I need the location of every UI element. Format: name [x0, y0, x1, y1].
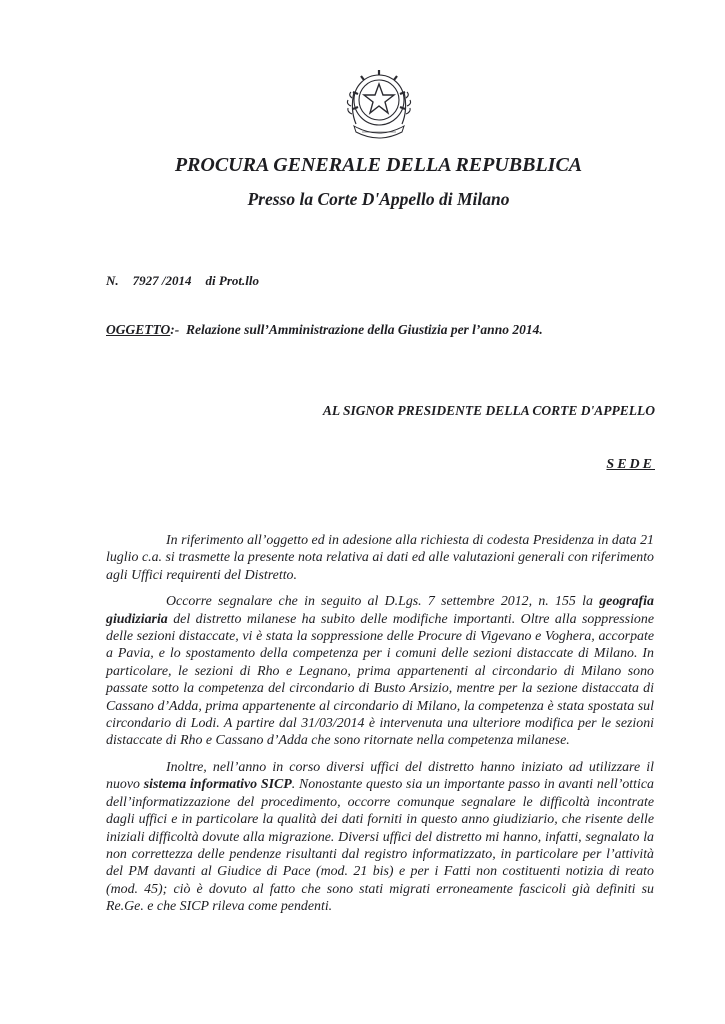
body-p2-emphasis: geografia giudiziaria — [106, 594, 654, 627]
body-p3-start: Inoltre, nell’anno in corso diversi uffici del distretto hanno iniziato ad utilizzare il nuovo — [106, 759, 654, 793]
body-paragraph-3 — [106, 759, 654, 916]
italian-republic-emblem-icon — [342, 62, 416, 142]
subject-label: OGGETTO — [106, 322, 171, 337]
body-p3-rest: . Nonostante questo sia un importante passo in avanti nell’ottica dell’informatizzazione del procedimento, occorre comunque segnalare le difficoltà incontrate dagli uffici e in particolare la qualità dei dati forniti in questo anno giudiziario, che risente delle iniziali difficoltà dovute alla migrazione. Diversi uffici del distretto mi hanno, infatti, segnalato la non correttezza delle pendenze risultanti dal registro informatizzato, in particolare per l’attività del PM davanti al Giudice di Pace (mod. 21 bis) e per i Fatti non costituenti notizia di reato (mod. 45); ciò è dovuto al fatto che sono stati migrati erroneamente fascicoli già definiti su Re.Ge. e che SICP rileva come pendenti. — [106, 777, 654, 915]
addressee-recipient: AL SIGNOR PRESIDENTE DELLA CORTE D'APPELLO — [322, 403, 655, 418]
body-paragraph-1: In riferimento all’oggetto ed in adesione alla richiesta di codesta Presidenza in data 21 luglio c.a. si trasmette la presente nota relativa ai dati ed alle valutazioni generali con riferimento agli Uffici requirenti del Distretto. — [106, 533, 654, 583]
body-paragraph-2 — [106, 593, 654, 750]
protocol-number: 7927 /2014 — [132, 273, 192, 288]
letter-body — [106, 532, 654, 925]
protocol-suffix: di Prot.llo — [205, 273, 259, 288]
subject-text: Relazione sull’Amministrazione della Giustizia per l’anno 2014. — [186, 322, 543, 337]
protocol-line — [106, 273, 273, 289]
addressee-location: SEDE — [606, 457, 655, 472]
body-p2-rest: del distretto milanese ha subito delle modifiche importanti. Oltre alla soppressione delle sezioni distaccate, vi è stata la soppressione delle Procure di Vigevano e Voghera, accorpate a Pavia, e lo spostamento della competenza per i comuni delle sezioni distaccate di Milano. In particolare, le sezioni di Rho e Legnano, prima appartenenti al circondario di Milano sono passate sotto la competenza del circondario di Busto Arsizio, mentre per la sezione distaccata di Cassano d’Adda, prima appartenente al circondario di Milano, la competenza è stata spostata sul circondario di Lodi. A partire dal 31/03/2014 è intervenuta una ulteriore modifica per le sezioni distaccate di Rho e Cassano d’Adda che sono ritornate nella competenza milanese. — [106, 611, 654, 749]
office-title: PROCURA GENERALE DELLA REPUBBLICA — [174, 154, 583, 176]
office-subtitle: Presso la Corte D'Appello di Milano — [247, 189, 510, 209]
subject-line — [106, 322, 543, 338]
subject-separator: :- — [170, 322, 180, 337]
protocol-n-label: N. — [106, 273, 119, 288]
body-p2-start: Occorre segnalare che in seguito al D.Lgs. 7 settembre 2012, n. 155 la — [166, 594, 600, 610]
body-p3-emphasis: sistema informativo SICP — [143, 777, 292, 793]
